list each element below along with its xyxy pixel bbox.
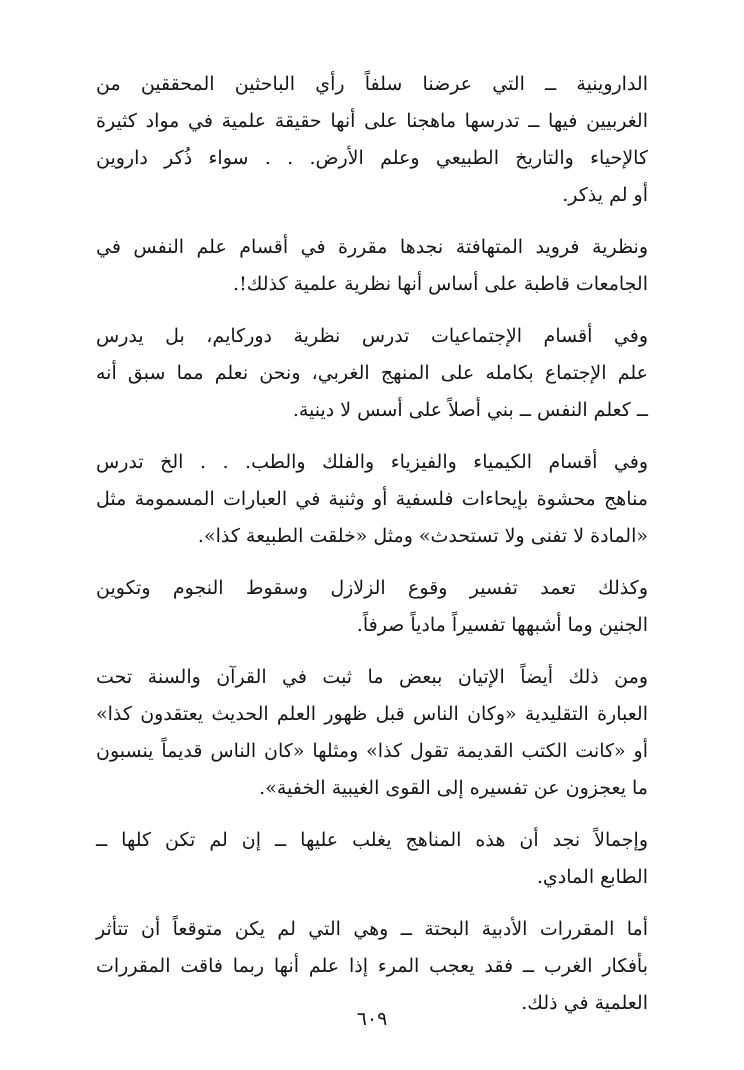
- paragraph-4: [96, 444, 648, 555]
- paragraph-8: [96, 911, 648, 1022]
- body-text: [96, 66, 648, 1037]
- text-line: ونظرية فرويد المتهافتة نجدها مقررة في أقسام علم النفس في: [96, 236, 648, 258]
- paragraph-1: [96, 66, 648, 214]
- text-line: وإجمالاً نجد أن هذه المناهج يغلب عليها ــ إن لم تكن كلها ــ: [96, 829, 648, 851]
- text-line: أو لم يذكر.: [562, 184, 648, 206]
- text-line: أو «كانت الكتب القديمة تقول كذا» ومثلها «كان الناس قديماً ينسبون: [96, 740, 648, 762]
- text-line: العبارة التقليدية «وكان الناس قبل ظهور العلم الحديث يعتقدون كذا»: [96, 703, 648, 725]
- paragraph-5: [96, 570, 648, 644]
- paragraph-3: [96, 318, 648, 429]
- text-line: الغربيين فيها ــ تدرسها ماهجنا على أنها حقيقة علمية في مواد كثيرة: [96, 110, 648, 132]
- text-line: الداروينية ــ التي عرضنا سلفاً رأي الباحثين المحققين من: [96, 73, 648, 95]
- paragraph-6: [96, 659, 648, 807]
- page-number: ٦٠٩: [356, 1008, 388, 1030]
- text-line: ــ كعلم النفس ــ بني أصلاً على أسس لا دينية.: [292, 399, 648, 421]
- text-line: ومن ذلك أيضاً الإتيان ببعض ما ثبت في القرآن والسنة تحت: [96, 666, 648, 688]
- text-line: العلمية في ذلك.: [521, 992, 648, 1014]
- paragraph-7: [96, 822, 648, 896]
- text-line: كالإحياء والتاريخ الطبيعي وعلم الأرض. . . سواء ذُكر داروين: [96, 147, 648, 169]
- text-line: بأفكار الغرب ــ فقد يعجب المرء إذا علم أنها ربما فاقت المقررات: [96, 955, 648, 977]
- text-line: ما يعجزون عن تفسيره إلى القوى الغيبية الخفية».: [259, 777, 648, 799]
- text-line: وكذلك تعمد تفسير وقوع الزلازل وسقوط النجوم وتكوين: [96, 577, 648, 599]
- text-line: «المادة لا تفنى ولا تستحدث» ومثل «خلقت الطبيعة كذا».: [197, 525, 648, 547]
- text-line: وفي أقسام الإجتماعيات تدرس نظرية دوركايم، بل يدرس: [96, 325, 648, 347]
- text-line: الجنين وما أشبهها تفسيراً مادياً صرفاً.: [356, 614, 648, 636]
- text-line: وفي أقسام الكيمياء والفيزياء والفلك والطب. . . الخ تدرس: [96, 451, 648, 473]
- text-line: علم الإجتماع بكامله على المنهج الغربي، ونحن نعلم مما سبق أنه: [96, 362, 648, 384]
- text-line: أما المقررات الأدبية البحتة ــ وهي التي لم يكن متوقعاً أن تتأثر: [96, 918, 648, 940]
- text-line: الطابع المادي.: [536, 866, 648, 888]
- text-line: الجامعات قاطبة على أساس أنها نظرية علمية كذلك!.: [233, 273, 648, 295]
- text-line: مناهج محشوة بإيحاءات فلسفية أو وثنية في العبارات المسمومة مثل: [96, 488, 648, 510]
- paragraph-2: [96, 229, 648, 303]
